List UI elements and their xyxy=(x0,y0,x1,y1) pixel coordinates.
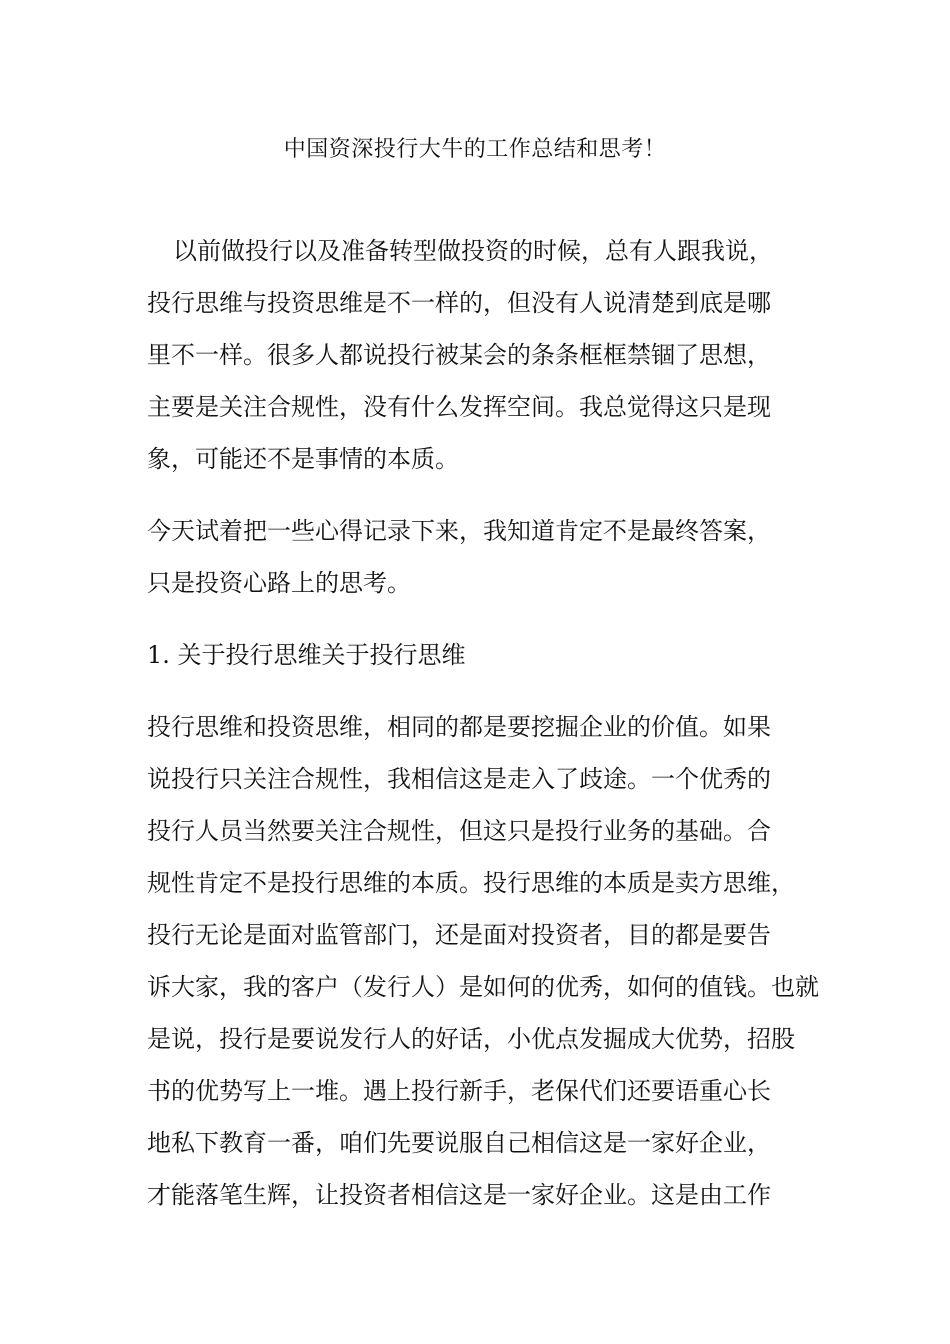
text-line: 主要是关注合规性，没有什么发挥空间。我总觉得这只是现 xyxy=(147,393,771,421)
text-line: 说投行只关注合规性，我相信这是走入了歧途。一个优秀的 xyxy=(147,765,771,793)
text-line: 象，可能还不是事情的本质。 xyxy=(147,445,459,473)
paragraph-purpose xyxy=(147,505,817,609)
text-line: 以前做投行以及准备转型做投资的时候，总有人跟我说， xyxy=(173,237,773,265)
text-line: 只是投资心路上的思考。 xyxy=(147,569,411,597)
paragraph-investment-banking-thinking xyxy=(147,701,817,1221)
text-line: 今天试着把一些心得记录下来，我知道肯定不是最终答案， xyxy=(147,517,771,545)
section-heading-text: 1. 关于投行思维关于投行思维 xyxy=(147,641,466,669)
text-line: 投行无论是面对监管部门，还是面对投资者，目的都是要告 xyxy=(147,921,771,949)
text-line: 投行思维和投资思维，相同的都是要挖掘企业的价值。如果 xyxy=(147,713,771,741)
text-line: 才能落笔生辉，让投资者相信这是一家好企业。这是由工作 xyxy=(147,1181,771,1209)
text-line: 诉大家，我的客户（发行人）是如何的优秀，如何的值钱。也就 xyxy=(147,973,819,1001)
text-line: 投行人员当然要关注合规性，但这只是投行业务的基础。合 xyxy=(147,817,771,845)
text-line: 规性肯定不是投行思维的本质。投行思维的本质是卖方思维， xyxy=(147,869,795,897)
text-line: 投行思维与投资思维是不一样的，但没有人说清楚到底是哪 xyxy=(147,289,771,317)
text-line: 书的优势写上一堆。遇上投行新手，老保代们还要语重心长 xyxy=(147,1077,771,1105)
section-heading xyxy=(147,629,817,681)
document-body xyxy=(147,225,817,1241)
paragraph-intro xyxy=(147,225,817,485)
document-title: 中国资深投行大牛的工作总结和思考！ xyxy=(283,137,667,162)
text-line: 地私下教育一番，咱们先要说服自己相信这是一家好企业， xyxy=(147,1129,771,1157)
text-line: 里不一样。很多人都说投行被某会的条条框框禁锢了思想， xyxy=(147,341,771,369)
text-line: 是说，投行是要说发行人的好话，小优点发掘成大优势，招股 xyxy=(147,1025,795,1053)
